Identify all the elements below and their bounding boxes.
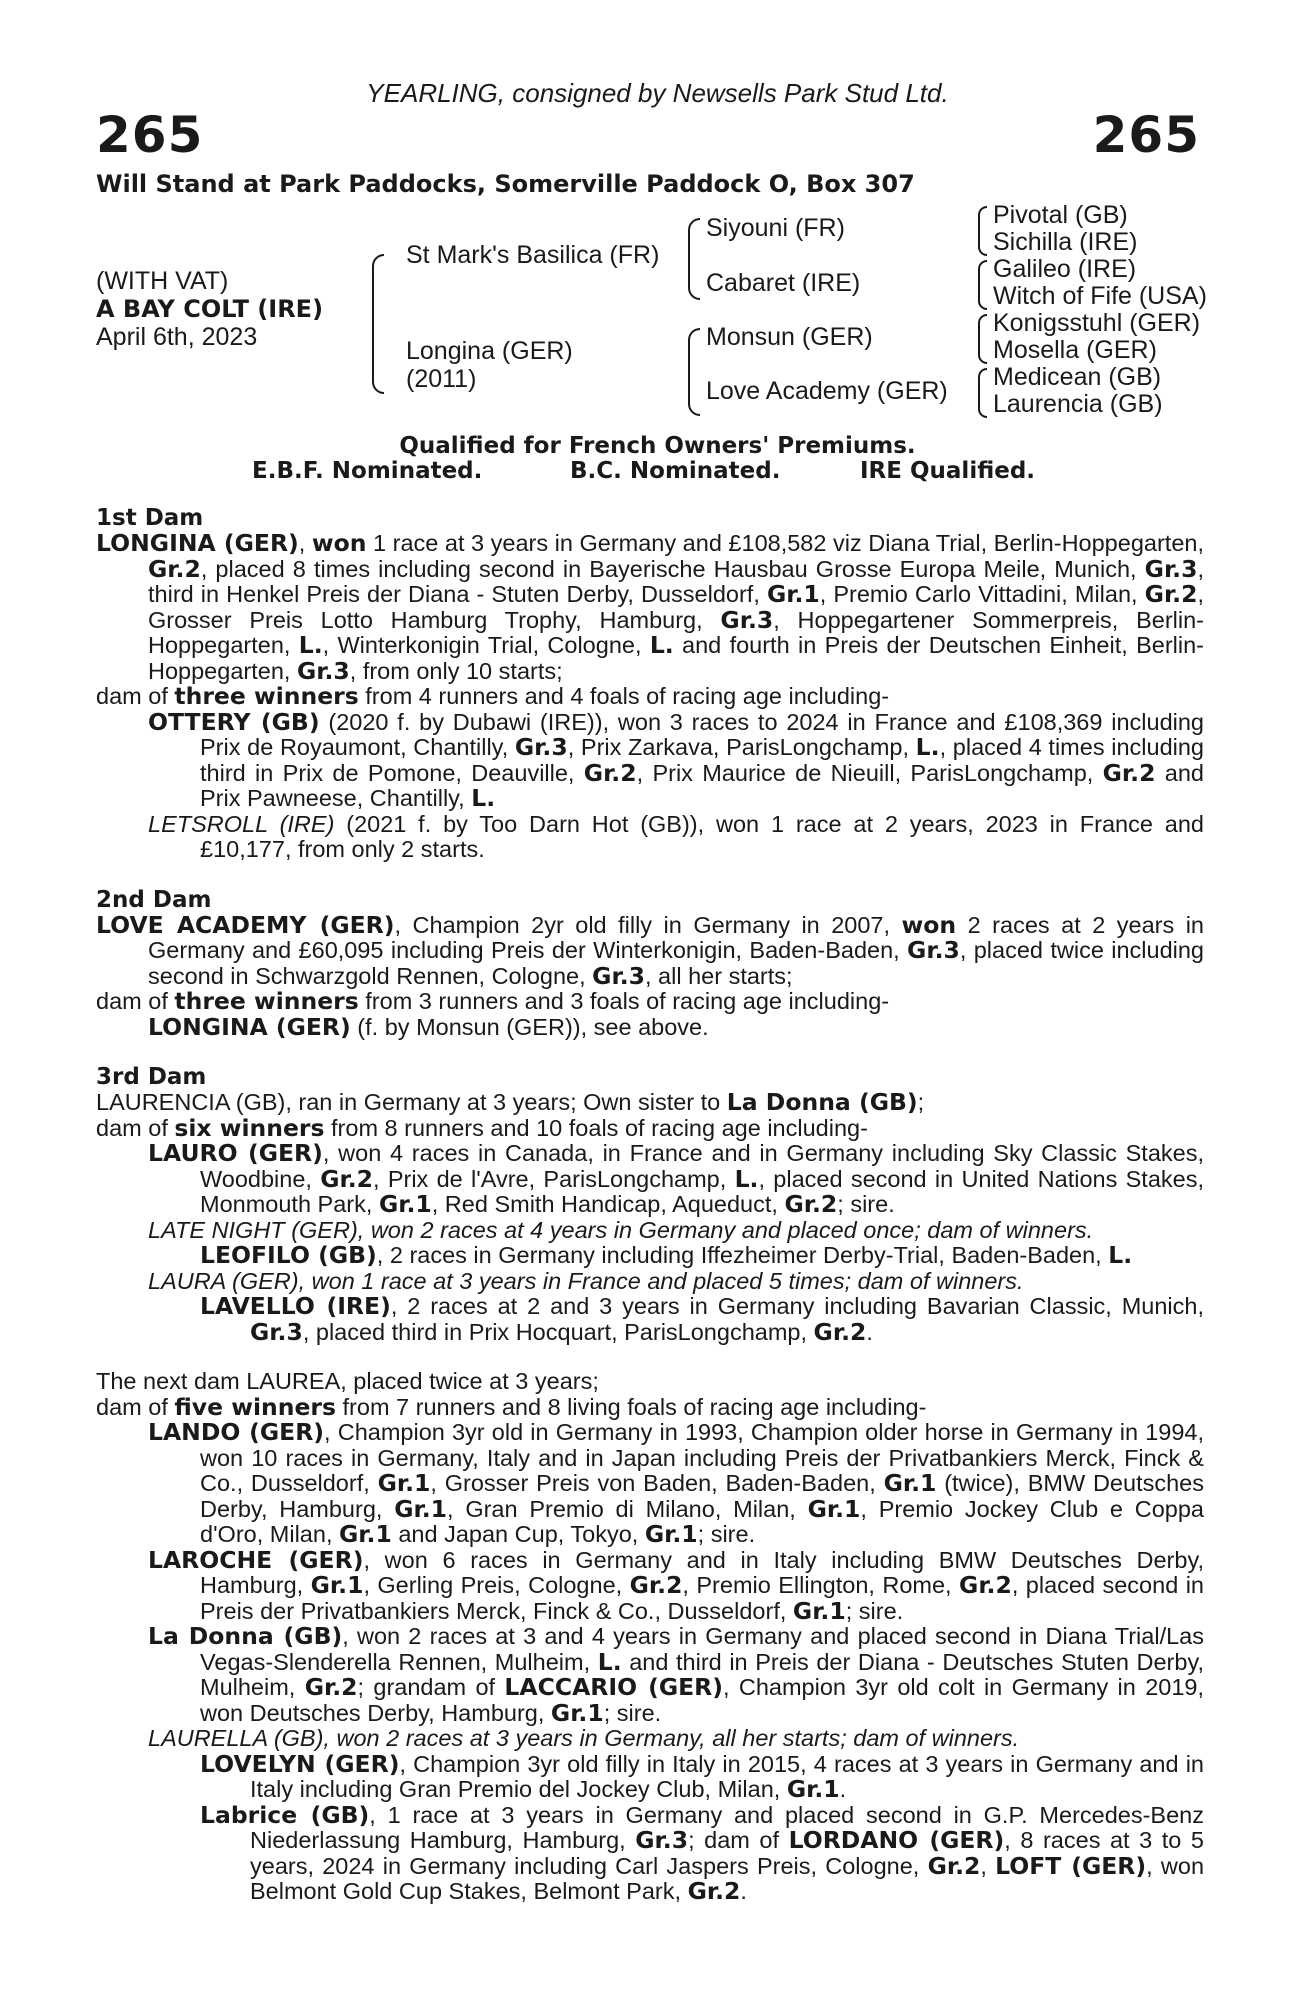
pedigree-dss: Konigsstuhl (GER) — [993, 309, 1201, 337]
dam1-won: won — [311, 529, 367, 557]
pedigree-ss: Siyouni (FR) — [706, 214, 845, 242]
pedigree-brace-dam — [688, 328, 700, 416]
horse-name: A BAY COLT (IRE) — [96, 295, 324, 323]
pedigree-brace-sire — [688, 218, 700, 300]
qualification-ire: IRE Qualified. — [860, 458, 1036, 484]
produce-letsroll: LETSROLL (IRE) (2021 f. by Too Darn Hot (GB)), won 1 race at 2 years, 2023 in France and £10,177, from only 2 starts. — [148, 810, 1204, 862]
pedigree-ssd: Sichilla (IRE) — [993, 228, 1138, 256]
qualification-row — [0, 458, 1315, 488]
pedigree-brace-siyouni — [978, 206, 987, 256]
pedigree-dam-year: (2011) — [406, 365, 477, 393]
pedigree-dd: Love Academy (GER) — [706, 377, 948, 405]
produce-ladonna: La Donna (GB), won 2 races at 3 and 4 years in Germany and placed second in Diana Trial/Las Vegas-Slenderella Rennen, Mulheim, L. and third in Preis der Diana - Deutsches Stuten Derby, Mulheim, Gr.2; grandam of LACCARIO (GER), Champion 3yr old colt in Germany in 2019, won Deutsches Derby, Hamburg, Gr.1; sire. — [148, 1622, 1204, 1727]
pedigree-dam: Longina (GER) — [406, 337, 573, 365]
dam1-paragraph: LONGINA (GER), won 1 race at 3 years in Germany and £108,582 viz Diana Trial, Berlin-Hoppegarten, Gr.2, placed 8 times including second in Bayerische Hausbau Grosse Europa Meile, Munich, Gr.3, third in Henkel Preis der Diana - Stuten Derby, Dusseldorf, Gr.1, Premio Carlo Vittadini, Milan, Gr.2, Grosser Preis Lotto Hamburg Trophy, Hamburg, Gr.3, Hoppegartener Sommerpreis, Berlin-Hoppegarten, L., Winterkonigin Trial, Cologne, L. and fourth in Preis der Deutschen Einheit, Berlin-Hoppegarten, Gr.3, from only 10 starts; — [96, 529, 1204, 685]
vat-note: (WITH VAT) — [96, 267, 229, 295]
section-1st-dam: 1st Dam — [96, 505, 204, 531]
pedigree-sdd: Witch of Fife (USA) — [993, 282, 1207, 310]
pedigree-sire: St Mark's Basilica (FR) — [406, 241, 660, 269]
produce-longina: LONGINA (GER) (f. by Monsun (GER)), see above. — [148, 1012, 709, 1041]
produce-lando: LANDO (GER), Champion 3yr old in Germany in 1993, Champion older horse in Germany in 1994, won 10 races in Germany, Italy and in Japan including Preis der Privatbankiers Merck, Finck & Co., Dusseldorf, Gr.1, Grosser Preis von Baden, Baden-Baden, Gr.1 (twice), BMW Deutsches Derby, Hamburg, Gr.1, Gran Premio di Milano, Milan, Gr.1, Premio Jockey Club e Coppa d'Oro, Milan, Gr.1 and Japan Cup, Tokyo, Gr.1; sire. — [148, 1418, 1204, 1548]
stand-location: Will Stand at Park Paddocks, Somerville Paddock O, Box 307 — [96, 170, 915, 198]
pedigree-sds: Galileo (IRE) — [993, 255, 1137, 283]
catalogue-body — [96, 505, 1204, 1905]
next-dam-produce: dam of five winners from 7 runners and 8 living foals of racing age including- — [96, 1392, 927, 1421]
pedigree-sss: Pivotal (GB) — [993, 201, 1128, 229]
produce-lavello: LAVELLO (IRE), 2 races at 2 and 3 years in Germany including Bavarian Classic, Munich, Gr.3, placed third in Prix Hocquart, ParisLongchamp, Gr.2. — [200, 1292, 1204, 1346]
lot-number-left: 265 — [96, 106, 204, 164]
produce-leofilo: LEOFILO (GB), 2 races in Germany including Iffezheimer Derby-Trial, Baden-Baden, L. — [200, 1241, 1133, 1269]
dam1-name: LONGINA (GER) — [96, 529, 299, 557]
pedigree-dds: Medicean (GB) — [993, 363, 1162, 391]
produce-lovelyn: LOVELYN (GER), Champion 3yr old filly in Italy in 2015, 4 races at 3 years in Germany and in Italy including Gran Premio del Jockey Club, Milan, Gr.1. — [200, 1749, 1204, 1803]
pedigree-brace-loveacademy — [978, 368, 987, 418]
dam3-produce: dam of six winners from 8 runners and 10 foals of racing age including- — [96, 1113, 868, 1142]
consignor-line: YEARLING, consigned by Newsells Park Stud Ltd. — [366, 78, 949, 108]
pedigree-ddd: Laurencia (GB) — [993, 390, 1163, 418]
produce-latenight: LATE NIGHT (GER), won 2 races at 4 years in Germany and placed once; dam of winners. — [148, 1216, 1094, 1243]
next-dam-paragraph: The next dam LAUREA, placed twice at 3 years; — [96, 1368, 599, 1394]
produce-laroche: LAROCHE (GER), won 6 races in Germany and in Italy including BMW Deutsches Derby, Hamburg, Gr.1, Gerling Preis, Cologne, Gr.2, Premio Ellington, Rome, Gr.2, placed second in Preis der Privatbankiers Merck, Finck & Co., Dusseldorf, Gr.1; sire. — [148, 1545, 1204, 1625]
produce-laura: LAURA (GER), won 1 race at 3 years in France and placed 5 times; dam of winners. — [148, 1267, 1024, 1294]
qualification-bc: B.C. Nominated. — [570, 458, 781, 484]
dam1-produce: dam of three winners from 4 runners and 4 foals of racing age including- — [96, 682, 890, 710]
pedigree-dsd: Mosella (GER) — [993, 336, 1157, 364]
section-3rd-dam: 3rd Dam — [96, 1064, 207, 1090]
pedigree-brace-monsun — [978, 314, 987, 364]
pedigree-brace-main — [372, 254, 384, 394]
section-2nd-dam: 2nd Dam — [96, 886, 212, 913]
pedigree-ds: Monsun (GER) — [706, 323, 873, 351]
qualification-french: Qualified for French Owners' Premiums. — [399, 433, 916, 459]
dam2-paragraph: LOVE ACADEMY (GER), Champion 2yr old filly in Germany in 2007, won 2 races at 2 years in Germany and £60,095 including Preis der Winterkonigin, Baden-Baden, Gr.3, placed twice including second in Schwarzgold Rennen, Cologne, Gr.3, all her starts; — [96, 910, 1205, 990]
produce-labrice: Labrice (GB), 1 race at 3 years in Germany and placed second in G.P. Mercedes-Benz Niederlassung Hamburg, Hamburg, Gr.3; dam of LORDANO (GER), 8 races at 3 to 5 years, 2024 in Germany including Carl Jaspers Preis, Cologne, Gr.2, LOFT (GER), won Belmont Gold Cup Stakes, Belmont Park, Gr.2. — [200, 1800, 1205, 1905]
produce-lauro: LAURO (GER), won 4 races in Canada, in France and in Germany including Sky Classic Stakes, Woodbine, Gr.2, Prix de l'Avre, ParisLongchamp, L., placed second in United Nations Stakes, Monmouth Park, Gr.1, Red Smith Handicap, Aqueduct, Gr.2; sire. — [148, 1139, 1205, 1218]
dam3-paragraph: LAURENCIA (GB), ran in Germany at 3 years; Own sister to La Donna (GB); — [96, 1088, 925, 1116]
foaling-date: April 6th, 2023 — [96, 323, 258, 351]
pedigree-brace-cabaret — [978, 260, 987, 310]
lot-number-right: 265 — [1092, 106, 1200, 164]
qualification-ebf: E.B.F. Nominated. — [252, 458, 483, 484]
dam2-produce: dam of three winners from 3 runners and 3 foals of racing age including- — [96, 987, 890, 1015]
pedigree-sd: Cabaret (IRE) — [706, 269, 861, 297]
produce-laurella: LAURELLA (GB), won 2 races at 3 years in Germany, all her starts; dam of winners. — [148, 1725, 1020, 1751]
produce-ottery: OTTERY (GB) (2020 f. by Dubawi (IRE)), won 3 races to 2024 in France and £108,369 including Prix de Royaumont, Chantilly, Gr.3, Prix Zarkava, ParisLongchamp, L., placed 4 times including third in Prix de Pomone, Deauville, Gr.2, Prix Maurice de Nieuill, ParisLongchamp, Gr.2 and Prix Pawneese, Chantilly, L. — [148, 707, 1204, 812]
